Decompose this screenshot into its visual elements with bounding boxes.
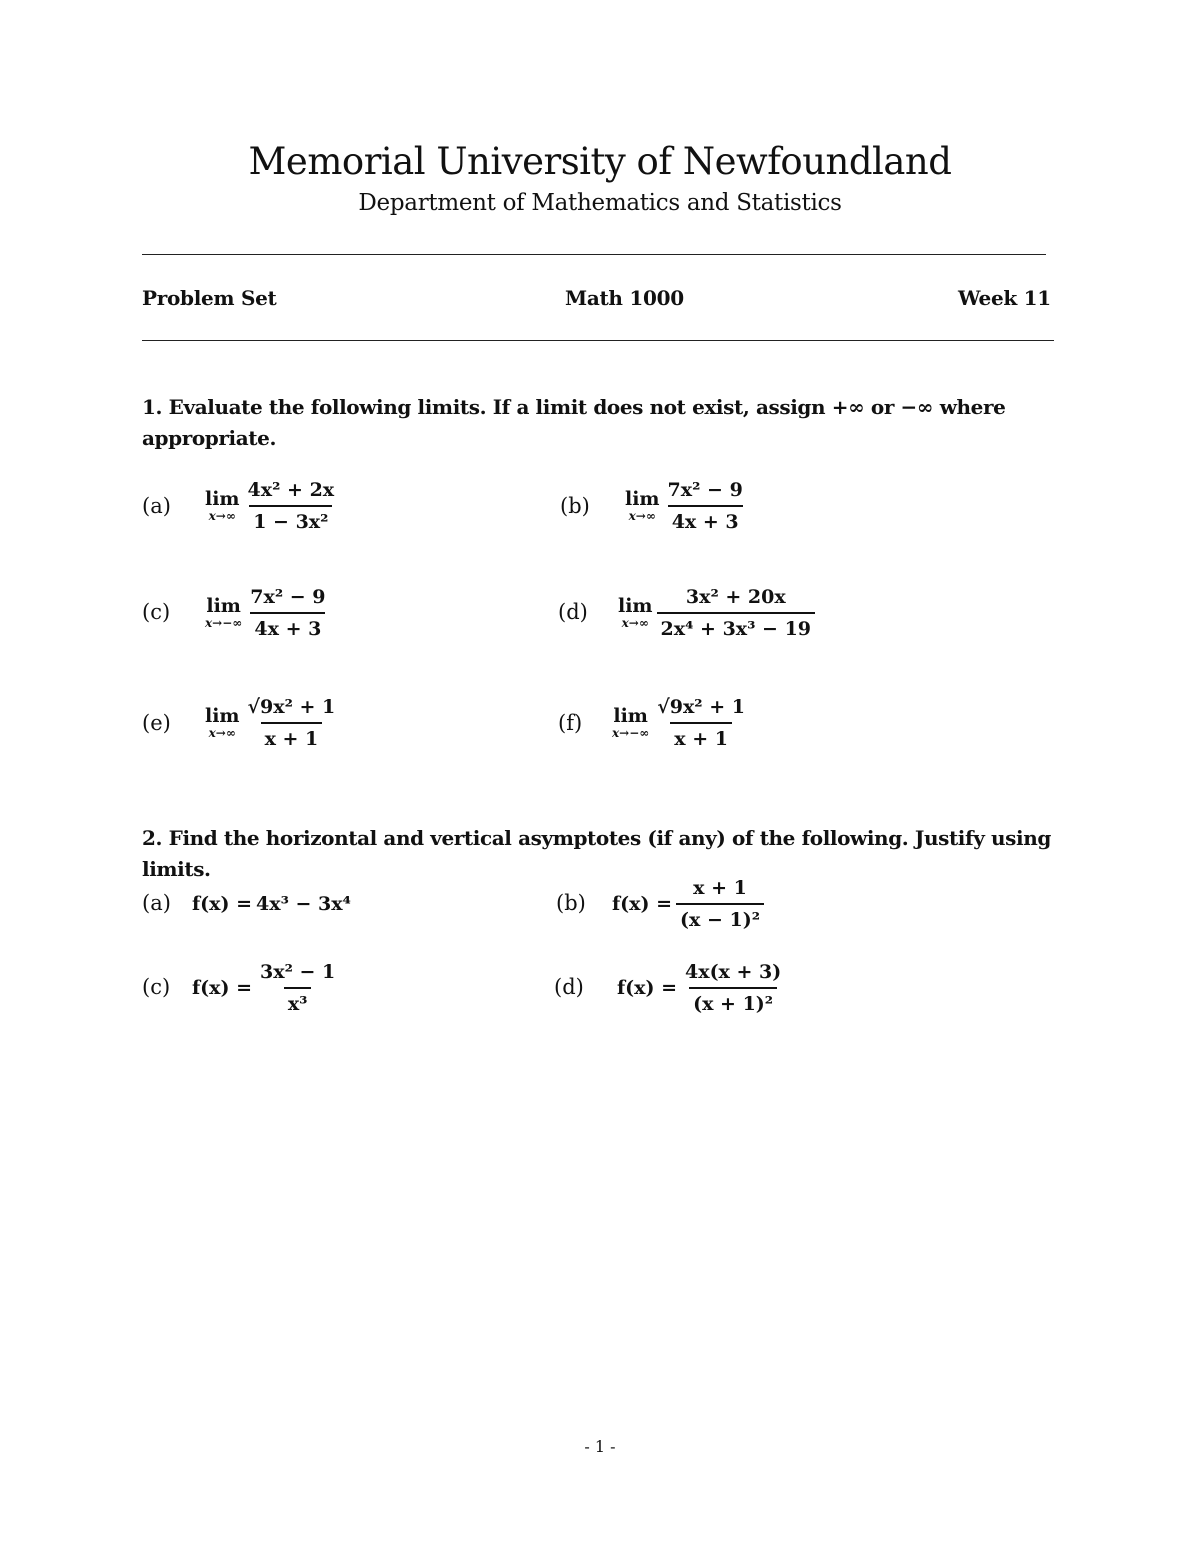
q1-f-expression <box>612 693 749 753</box>
q1-a-expression <box>205 476 338 536</box>
department-subtitle: Department of Mathematics and Statistics <box>358 190 842 216</box>
numerator: √9x² + 1 <box>657 696 745 718</box>
header-week-label: Week 11 <box>958 286 1051 310</box>
question-2-prompt: 2. Find the horizontal and vertical asymptotes (if any) of the following. Justify using limits. <box>142 826 1051 881</box>
q1-c-label: (c) <box>142 600 171 624</box>
header-divider <box>142 340 1054 341</box>
q1-b-expression <box>625 476 747 536</box>
q2-a-label: (a) <box>142 891 171 915</box>
lim-operator: lim <box>206 595 241 617</box>
page-number: - 1 - <box>584 1437 616 1456</box>
numerator: 4x(x + 3) <box>685 961 782 983</box>
q2-c-expression <box>192 958 339 1018</box>
numerator: 3x² − 1 <box>260 961 336 983</box>
q1-c-expression <box>205 583 330 643</box>
header-left-label: Problem Set <box>142 286 277 310</box>
q2-b-label: (b) <box>556 891 586 915</box>
q1-d-expression <box>618 583 815 643</box>
q1-f-label: (f) <box>558 711 583 735</box>
denominator: x³ <box>284 987 312 1016</box>
q1-d-label: (d) <box>558 600 588 624</box>
numerator: 7x² − 9 <box>667 479 743 501</box>
header-course-label: Math 1000 <box>565 286 684 310</box>
numerator: √9x² + 1 <box>247 696 336 718</box>
lim-subscript: x→∞ <box>628 509 656 523</box>
q2-b-expression <box>612 874 764 934</box>
q1-b-label: (b) <box>560 494 590 518</box>
question-1-prompt: 1. Evaluate the following limits. If a limit does not exist, assign +∞ or −∞ where appropriate. <box>142 395 1006 450</box>
q1-e-expression <box>205 693 339 753</box>
q2-c-label: (c) <box>142 975 171 999</box>
q1-a-label: (a) <box>142 494 171 518</box>
lim-operator: lim <box>205 705 240 727</box>
lim-subscript: x→∞ <box>621 616 649 630</box>
lim-subscript: x→−∞ <box>205 616 243 630</box>
q1-e-label: (e) <box>142 711 171 735</box>
function-rhs: 4x³ − 3x⁴ <box>256 893 351 915</box>
lim-subscript: x→∞ <box>208 509 236 523</box>
q2-a-expression <box>192 874 351 934</box>
q2-d-expression <box>617 958 785 1018</box>
denominator: x + 1 <box>261 722 323 751</box>
lim-subscript: x→∞ <box>208 726 236 740</box>
denominator: 2x⁴ + 3x³ − 19 <box>657 612 815 641</box>
function-lhs: f(x) = <box>617 977 678 999</box>
lim-operator: lim <box>613 705 648 727</box>
numerator: 3x² + 20x <box>685 586 786 608</box>
function-lhs: f(x) = <box>192 977 253 999</box>
denominator: 1 − 3x² <box>249 505 332 534</box>
lim-operator: lim <box>205 488 240 510</box>
lim-operator: lim <box>618 595 653 617</box>
page-title: Memorial University of Newfoundland <box>248 140 952 183</box>
numerator: 4x² + 2x <box>247 479 335 501</box>
denominator: (x + 1)² <box>689 987 777 1016</box>
q2-d-label: (d) <box>554 975 584 999</box>
lim-operator: lim <box>625 488 660 510</box>
function-lhs: f(x) = <box>612 893 673 915</box>
top-divider <box>142 254 1046 255</box>
function-lhs: f(x) = <box>192 893 253 915</box>
lim-subscript: x→−∞ <box>612 726 650 740</box>
denominator: x + 1 <box>670 722 732 751</box>
numerator: 7x² − 9 <box>250 586 326 608</box>
numerator: x + 1 <box>693 877 747 899</box>
denominator: (x − 1)² <box>676 903 764 932</box>
denominator: 4x + 3 <box>250 612 325 641</box>
denominator: 4x + 3 <box>668 505 743 534</box>
